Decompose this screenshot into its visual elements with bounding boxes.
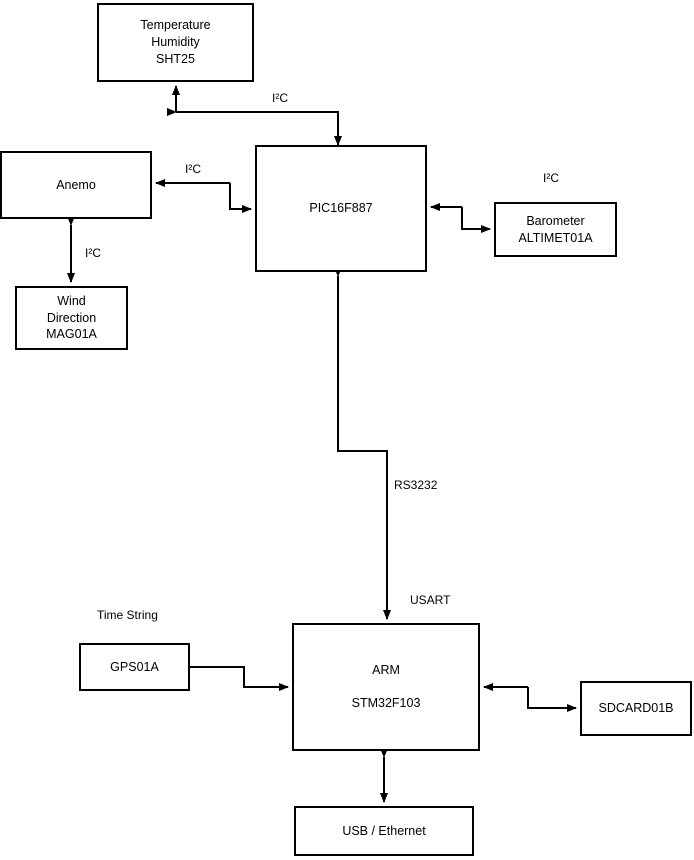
connector-gps-to-arm bbox=[190, 667, 288, 687]
edge-label-rs3232: RS3232 bbox=[394, 478, 438, 492]
node-line: SDCARD01B bbox=[598, 701, 674, 716]
node-line: Direction bbox=[46, 310, 97, 325]
connector-pic-to-barometer bbox=[431, 207, 490, 229]
node-line: USB / Ethernet bbox=[342, 823, 426, 838]
node-line: STM32F103 bbox=[351, 696, 421, 710]
node-anemo bbox=[0, 151, 152, 219]
edge-label-i2c-anemo: I²C bbox=[185, 162, 201, 176]
node-barometer-altimet01a bbox=[494, 202, 617, 257]
node-usb-ethernet bbox=[294, 806, 474, 856]
edge-label-i2c-winddirection: I²C bbox=[85, 246, 101, 260]
node-arm-stm32f103 bbox=[292, 623, 480, 751]
connector-anemo-to-pic bbox=[156, 183, 251, 209]
node-pic16f887 bbox=[255, 145, 427, 272]
connector-pic-to-sht25 bbox=[176, 86, 338, 145]
node-wind-direction-mag01a bbox=[15, 286, 128, 350]
node-gps01a bbox=[79, 643, 190, 691]
node-line: SHT25 bbox=[156, 51, 195, 66]
node-line: ARM bbox=[372, 663, 400, 678]
node-line: Temperature bbox=[140, 18, 211, 33]
node-temperature-humidity-sht25 bbox=[97, 3, 254, 82]
connector-arm-to-sdcard bbox=[484, 687, 576, 708]
node-line: Humidity bbox=[151, 35, 200, 50]
node-line: PIC16F887 bbox=[309, 201, 373, 216]
connector-pic-to-arm bbox=[338, 276, 387, 619]
edge-label-usart: USART bbox=[410, 593, 451, 607]
node-line: GPS01A bbox=[110, 659, 159, 674]
edge-label-i2c-sht25: I²C bbox=[272, 91, 288, 105]
node-line: Barometer bbox=[526, 213, 585, 228]
node-line: ALTIMET01A bbox=[518, 230, 593, 245]
edge-label-time-string: Time String bbox=[97, 608, 158, 622]
node-sdcard01b bbox=[580, 681, 692, 736]
node-line: Anemo bbox=[56, 177, 96, 192]
node-line: Wind bbox=[57, 293, 86, 308]
node-line: MAG01A bbox=[46, 327, 97, 342]
edge-label-i2c-barometer: I²C bbox=[543, 171, 559, 185]
